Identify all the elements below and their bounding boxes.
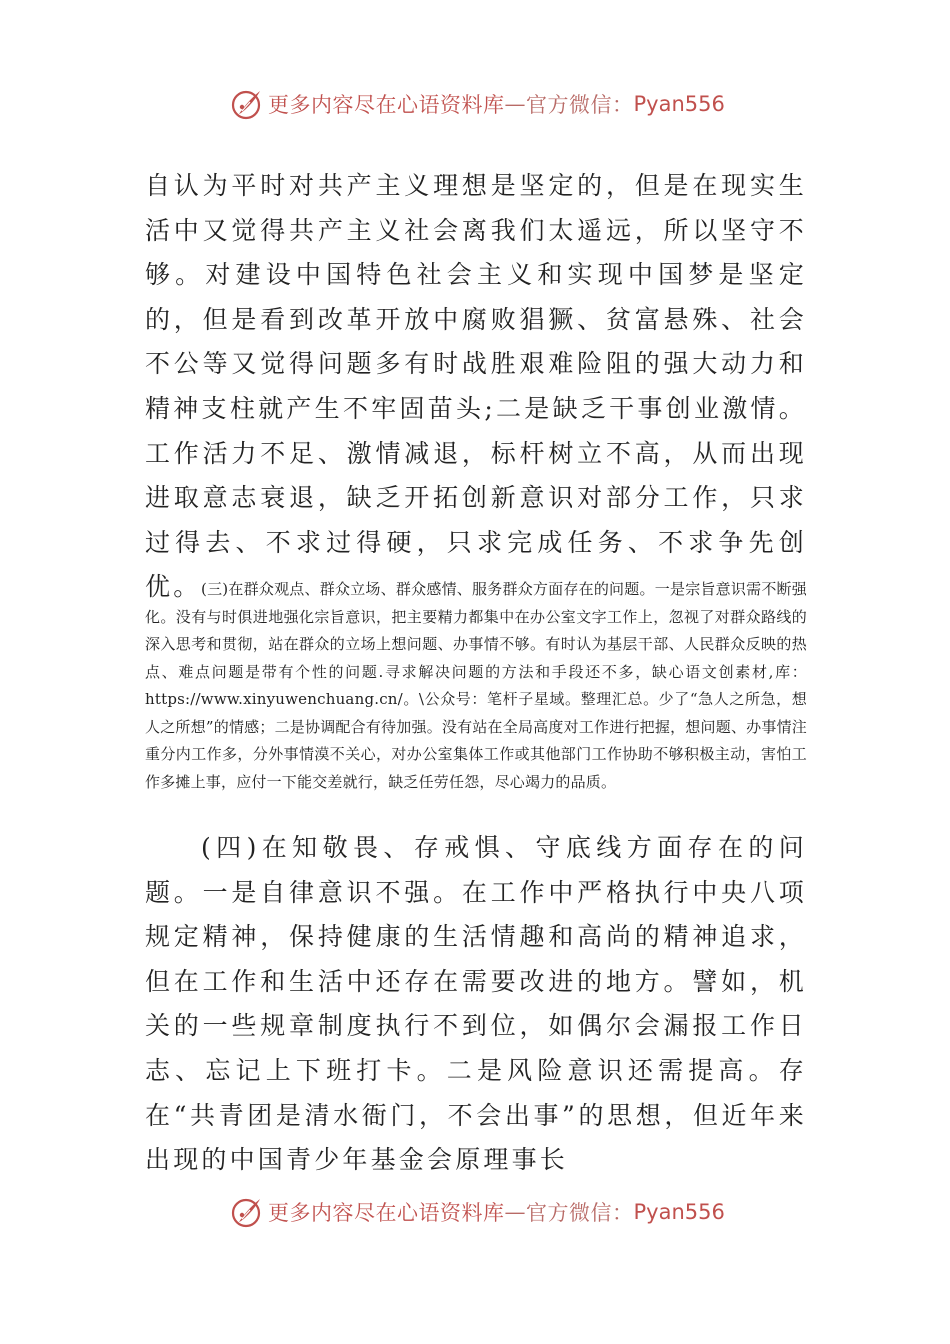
footer-banner <box>230 1192 725 1232</box>
banner-title: 更多内容尽在心语资料库 <box>268 93 505 117</box>
paragraph-discipline: (四)在知敬畏、存戒惧、守底线方面存在的问题。一是自律意识不强。在工作中严格执行中央八项规定精神，保持健康的生活情趣和高尚的精神追求，但在工作和生活中还存在需要改进的地方。譬如，机关的一些规章制度执行不到位，如偶尔会漏报工作日志、忘记上下班打卡。二是风险意识还需提高。存在“共青团是清水衙门，不会出事”的思想，但近年来出现的中国青少年基金会原理事长 <box>145 833 807 1175</box>
banner-wechat-id: Pyan556 <box>633 92 725 116</box>
banner-separator: — <box>504 92 526 116</box>
quill-pen-logo-icon <box>230 1195 264 1229</box>
banner-wechat-id: Pyan556 <box>633 1200 725 1224</box>
paragraph-ideals: 自认为平时对共产主义理想是坚定的，但是在现实生活中又觉得共产主义社会离我们太遥远，所以坚守不够。对建设中国特色社会主义和实现中国梦是坚定的，但是看到改革开放中腐败猖獗、贫富悬殊、社会不公等又觉得问题多有时战胜艰难险阻的强大动力和精神支柱就产生不牢固苗头;二是缺乏干事创业激情。工作活力不足、激情减退，标杆树立不高，从而出现进取意志衰退，缺乏开拓创新意识对部分工作，只求过得去、不求过得硬，只求完成任务、不求争先创优。 <box>145 171 807 602</box>
banner-title: 更多内容尽在心语资料库 <box>268 1201 505 1225</box>
header-banner <box>230 84 725 124</box>
banner-separator: — <box>504 1200 526 1224</box>
banner-wechat-label: 官方微信： <box>526 1201 634 1225</box>
quill-pen-logo-icon <box>230 87 264 121</box>
banner-wechat-label: 官方微信： <box>526 93 634 117</box>
paragraph-masses: (三)在群众观点、群众立场、群众感情、服务群众方面存在的问题。一是宗旨意识需不断强化。没有与时俱进地强化宗旨意识，把主要精力都集中在办公室文字工作上，忽视了对群众路线的深入思考和贯彻，站在群众的立场上想问题、办事情不够。有时认为基层干部、人民群众反映的热点、难点问题是带有个性的问题.寻求解决问题的方法和手段还不多，缺心语文创素材,库：https://www.xinyuwenchuang.cn/。\公众号：笔杆子星域。整理汇总。少了“急人之所急，想人之所想”的情感；二是协调配合有待加强。没有站在全局高度对工作进行把握，想问题、办事情注重分内工作多，分外事情漠不关心，对办公室集体工作或其他部门工作协助不够积极主动，害怕工作多摊上事，应付一下能交差就行，缺乏任劳任怨，尽心竭力的品质。 <box>145 580 807 791</box>
